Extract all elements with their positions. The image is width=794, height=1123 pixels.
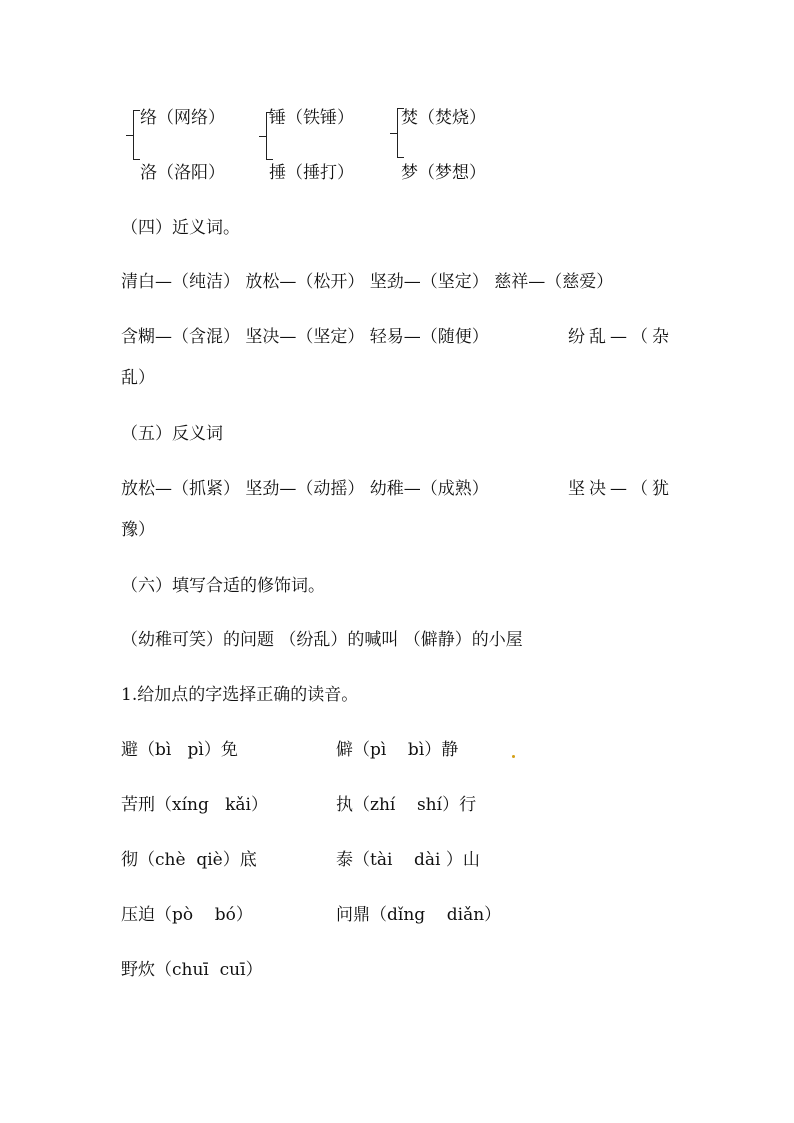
pinyin-item-left: 苦刑（xíng kǎi） bbox=[121, 795, 268, 815]
pinyin-item-right: 泰（tài dài ）山 bbox=[336, 850, 480, 870]
group-3-top: 焚（焚烧） bbox=[401, 108, 486, 128]
section5-row1-wrap: 豫） bbox=[121, 520, 155, 540]
section4-row2: 含糊—（含混） 坚决—（坚定） 轻易—（随便） bbox=[121, 327, 489, 347]
pinyin-item-left: 野炊（chuī cuī） bbox=[121, 960, 263, 980]
pinyin-item-left: 压迫（pò bó） bbox=[121, 905, 253, 925]
section6-row1: （幼稚可笑）的问题 （纷乱）的喊叫 （僻静）的小屋 bbox=[121, 630, 523, 650]
group-2-top: 锤（铁锤） bbox=[269, 108, 354, 128]
emphasis-dot bbox=[512, 755, 515, 758]
pinyin-item-left: 避（bì pì）免 bbox=[121, 740, 238, 760]
pinyin-item-right: 执（zhí shí）行 bbox=[336, 795, 477, 815]
section4-row2-end: 纷乱—（杂 bbox=[568, 327, 673, 347]
pinyin-item-right: 僻（pì bì）静 bbox=[336, 740, 459, 760]
section5-row1: 放松—（抓紧） 坚劲—（动摇） 幼稚—（成熟） bbox=[121, 479, 489, 499]
section4-row1: 清白—（纯洁） 放松—（松开） 坚劲—（坚定） 慈祥—（慈爱） bbox=[121, 272, 614, 292]
group-1-top: 络（网络） bbox=[140, 108, 225, 128]
section5-title: （五）反义词 bbox=[121, 424, 223, 444]
section6-title: （六）填写合适的修饰词。 bbox=[121, 576, 325, 596]
pinyin-item-left: 彻（chè qiè）底 bbox=[121, 850, 257, 870]
section4-row2-wrap: 乱） bbox=[121, 368, 155, 388]
pinyin-item-right: 问鼎（dǐng diǎn） bbox=[336, 905, 502, 925]
q1-title: 1.给加点的字选择正确的读音。 bbox=[121, 685, 359, 705]
group-3-bottom: 梦（梦想） bbox=[401, 163, 486, 183]
section5-row1-end: 坚决—（犹 bbox=[568, 479, 673, 499]
group-2-bottom: 捶（捶打） bbox=[269, 163, 354, 183]
section4-title: （四）近义词。 bbox=[121, 218, 240, 238]
group-1-bottom: 洛（洛阳） bbox=[140, 163, 225, 183]
brace-1 bbox=[133, 110, 140, 160]
